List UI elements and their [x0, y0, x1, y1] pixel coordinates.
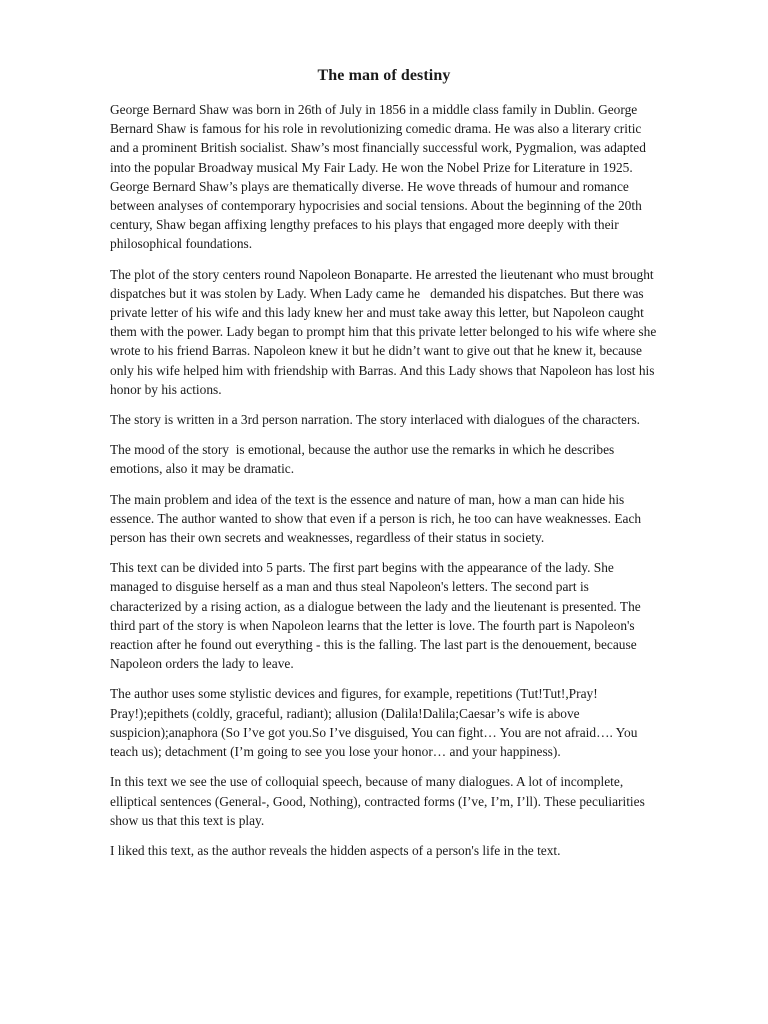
paragraph-main-idea: The main problem and idea of the text is the essence and nature of man, how a man can hide his essence. The author wanted to show that even if a person is rich, he too can have weaknesses. Each person has their own secrets and weaknesses, regardless of their status in society. [110, 491, 645, 546]
paragraph-plot: The plot of the story centers round Napoleon Bonaparte. He arrested the lieutenant who must brought dispatches but it was stolen by Lady. When Lady came he demanded his dispatches. But there was private letter of his wife and this lady knew her and must take away this letter, but Napoleon caught them with the power. Lady began to prompt him that this private letter belonged to his wife where she wrote to his friend Barras. Napoleon knew it but he didn’t want to give out that he knew it, because only his wife helped him with friendship with Barras. And this Lady shows that Napoleon has lost his honor by his actions. [110, 266, 660, 397]
paragraph-stylistic-devices: The author uses some stylistic devices and figures, for example, repetitions (Tut!Tut!,Pray! Pray!);epithets (coldly, graceful, radiant); allusion (Dalila!Dalila;Caesar’s wife is above suspicion);anaphora (So I’ve got you.So I’ve disguised, You can fight… You are not afraid…. You teach us); detachment (I’m going to see you lose your honor… and your happiness). [110, 686, 641, 760]
paragraph-narration: The story is written in a 3rd person narration. The story interlaced with dialogues of the characters. [110, 412, 641, 428]
paragraph-conclusion: I liked this text, as the author reveals the hidden aspects of a person's life in the text. [110, 842, 561, 858]
paragraph-biography: George Bernard Shaw was born in 26th of July in 1856 in a middle class family in Dublin. George Bernard Shaw is famous for his role in revolutionizing comedic drama. He was also a literary critic and a prominent British socialist. Shaw’s most financially successful work, Pygmalion, was adapted into the popular Broadway musical My Fair Lady. He won the Nobel Prize for Literature in 1925. George Bernard Shaw’s plays are thematically diverse. He wove threads of humour and romance between analyses of contemporary hypocrisies and social tensions. About the beginning of the 20th century, Shaw began affixing lengthy prefaces to his plays that engaged more deeply with their philosophical foundations. [110, 102, 650, 252]
paragraph-colloquial-speech: In this text we see the use of colloquial speech, because of many dialogues. A lot of incomplete, elliptical sentences (General-, Good, Nothing), contracted forms (I’ve, I’m, I’ll). These peculiarities show us that this text is play. [110, 774, 649, 828]
document-title: The man of destiny [317, 67, 451, 84]
paragraph-mood: The mood of the story is emotional, because the author use the remarks in which he describes emotions, also it may be dramatic. [110, 442, 618, 477]
paragraph-structure: This text can be divided into 5 parts. The first part begins with the appearance of the lady. She managed to disguise herself as a man and thus steal Napoleon's letters. The second part is characterized by a rising action, as a dialogue between the lady and the lieutenant is presented. The third part of the story is when Napoleon learns that the letter is love. The fourth part is Napoleon's reaction after he found out everything - this is the falling. The last part is the denouement, because Napoleon orders the lady to leave. [110, 560, 645, 672]
